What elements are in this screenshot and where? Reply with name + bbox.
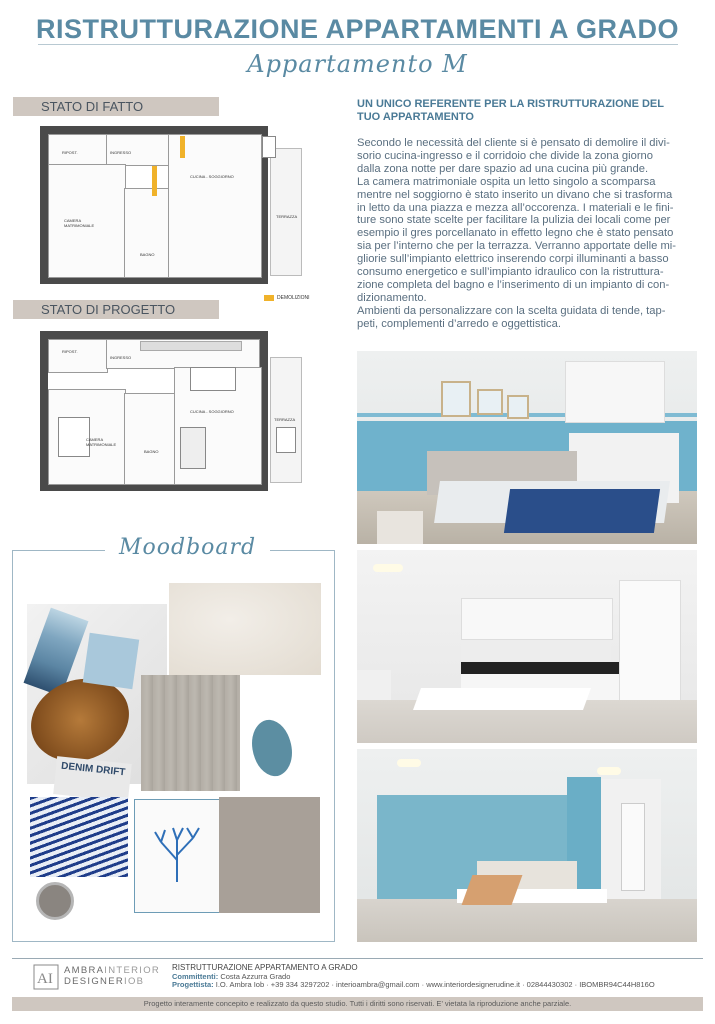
studio-logo xyxy=(33,964,59,990)
coral-icon xyxy=(135,800,219,912)
copyright-bar: Progetto interamente concepito e realizzato da questo studio. Tutti i diritti sono riservati. E’ vietata la riproduzione anche parziale. xyxy=(12,997,703,1011)
coral-print xyxy=(134,799,220,913)
moodboard-title: Moodboard xyxy=(105,535,270,560)
studio-logo-icon xyxy=(33,964,59,990)
room-label: CUCINA - SOGGIORNO xyxy=(190,174,234,179)
wood-texture xyxy=(141,675,240,791)
fabric-swatch xyxy=(219,797,320,913)
description-heading: UN UNICO REFERENTE PER LA RISTRUTTURAZIONE DEL TUO APPARTAMENTO xyxy=(357,98,664,123)
room-label: INGRESSO xyxy=(110,355,132,360)
bedroom-render xyxy=(357,351,697,544)
room-label: RIPOST. xyxy=(62,349,78,354)
title-divider xyxy=(38,44,678,45)
living-render xyxy=(357,749,697,942)
room-label: CAMERA MATRIMONIALE xyxy=(64,218,95,228)
room-label: BAGNO xyxy=(144,449,159,454)
room-label: CAMERA MATRIMONIALE xyxy=(86,437,117,447)
room-label: INGRESSO xyxy=(110,150,132,155)
stato-progetto-heading: STATO DI PROGETTO xyxy=(13,300,219,319)
room-label: BAGNO xyxy=(140,252,155,257)
floor-plan-existing xyxy=(40,126,300,284)
room-label: CUCINA - SOGGIORNO xyxy=(190,409,234,414)
wave-pattern xyxy=(30,797,128,877)
room-label: RIPOST. xyxy=(62,150,78,155)
page-subtitle: Appartamento M xyxy=(247,50,468,78)
demolition-mark xyxy=(180,136,185,158)
legend-label: DEMOLIZIONI xyxy=(277,295,310,301)
kitchen-render xyxy=(357,550,697,743)
legend-swatch xyxy=(264,295,274,301)
footer-divider xyxy=(12,958,703,959)
paint-can xyxy=(36,882,74,920)
blue-sample xyxy=(83,633,139,689)
svg-text:AI: AI xyxy=(37,971,53,987)
page-title: RISTRUTTURAZIONE APPARTAMENTI A GRADO xyxy=(36,14,679,44)
demolition-mark xyxy=(152,166,157,196)
floor-plan-project xyxy=(40,331,302,491)
project-info: RISTRUTTURAZIONE APPARTAMENTO A GRADO Committenti: Costa Azzurra Grado Progettista: I.O. Ambra Iob · +39 334 3297202 · interioambra@gmail.com · www.interiordesignerudine.it · 02844430302 · IBOMBR94C44H816O xyxy=(172,963,655,990)
stato-fatto-heading: STATO DI FATTO xyxy=(13,97,219,116)
description-body: Secondo le necessità del cliente si è pensato di demolire il divi- sorio cucina-ingresso e il corridoio che divide la zona giorno dalla zona notte per dare spazio ad una cucina più grande. La camera matrimoniale ospita un letto singolo a scomparsa mentre nel soggiorno è stato inserito un divano che si trasforma in letto da una piazza e mezza all’occorenza. I materiali e le fini- ture sono state scelte per facilitare la pulizia dei locali come per esempio il gres porcellanato in effetto legno che è stato pensato sia per l’interno che per la terrazza. Verranno apportate delle mi- gliorie sull’impianto elettrico inserendo corpi illuminanti a basso consumo energetico e sull’impianto idraulico con la ristruttura- zione completa del bagno e l’inserimento di un impianto di con- dizionamento. Ambienti da personalizzare con la scelta guidata di tende, tap- peti, complementi d’arredo e oggettistica. xyxy=(357,137,677,330)
sand-texture xyxy=(169,583,321,675)
denim-book: DENIM DRIFT xyxy=(53,756,132,802)
room-label: TERRAZZA xyxy=(274,417,296,422)
studio-name: AMBRAINTERIOR DESIGNERIOB xyxy=(64,965,161,987)
room-label: TERRAZZA xyxy=(276,214,298,219)
